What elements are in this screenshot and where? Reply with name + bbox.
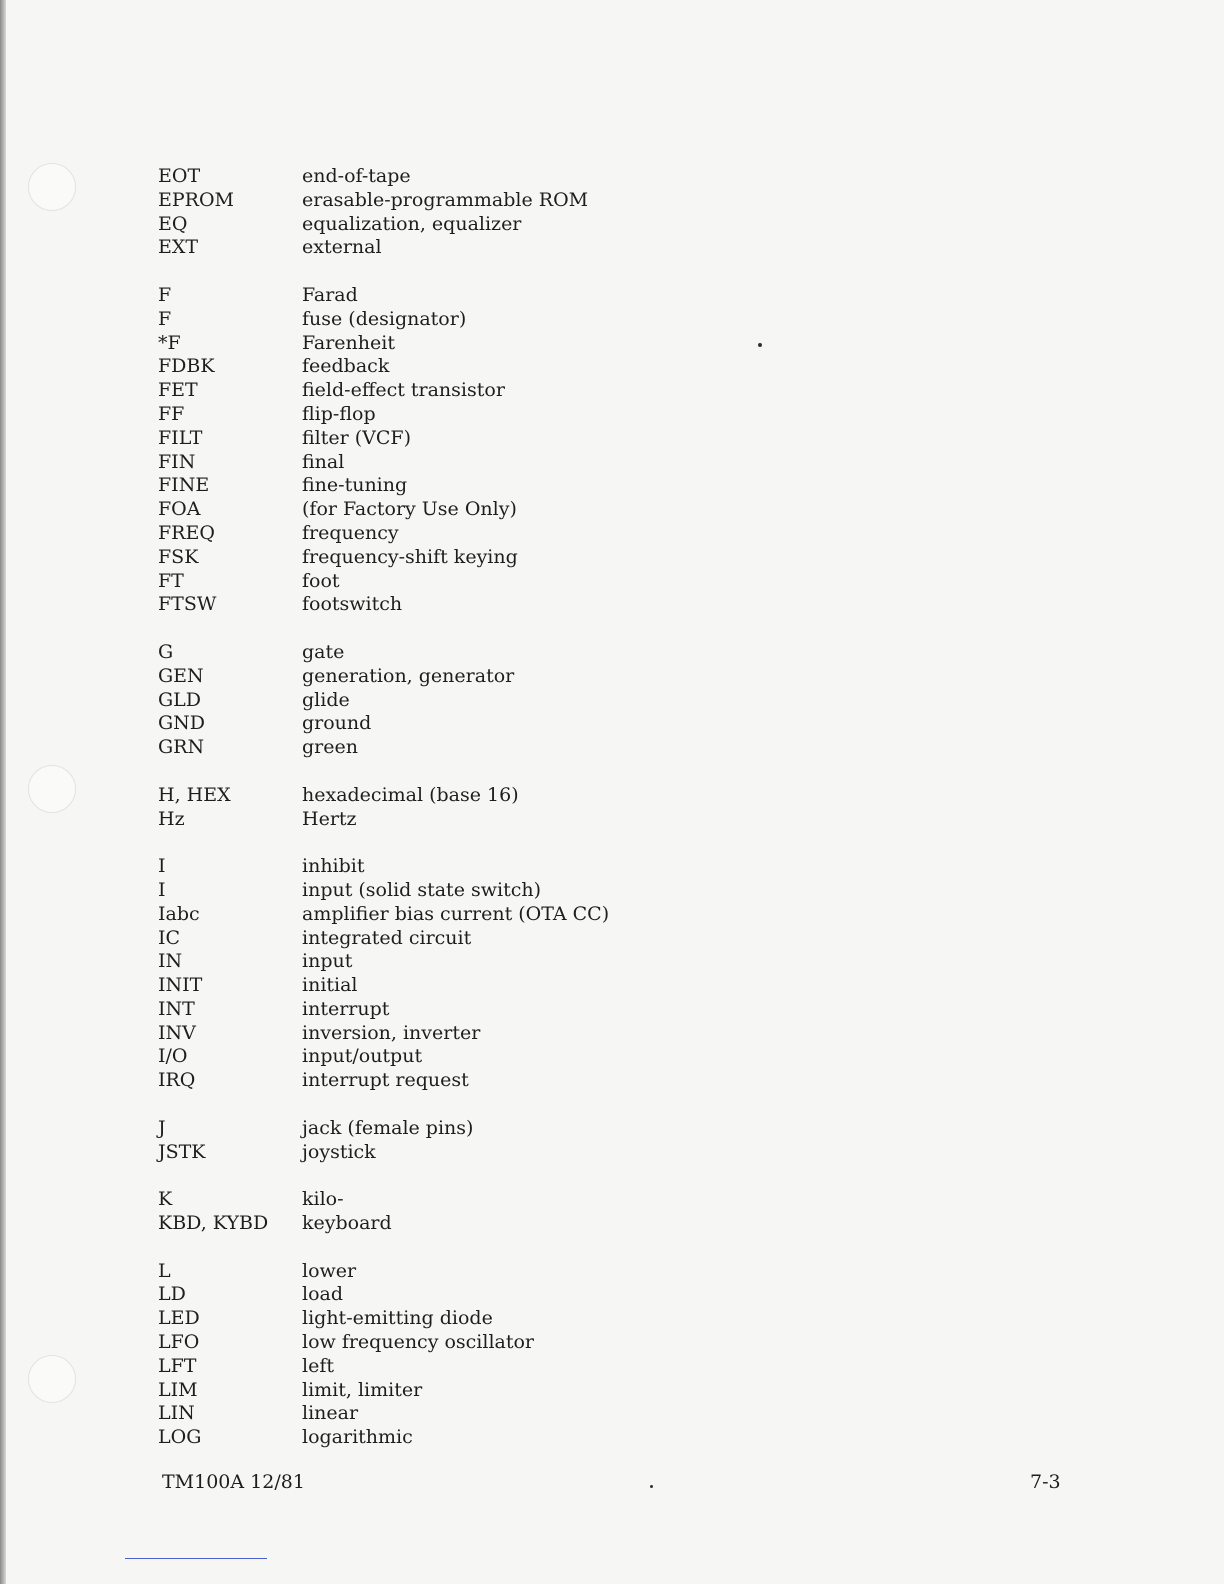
abbreviation-row xyxy=(158,784,718,808)
abbreviation: FTSW xyxy=(158,593,217,616)
abbreviation: LOG xyxy=(158,1426,202,1449)
abbreviation-meaning: footswitch xyxy=(302,593,403,616)
punch-hole xyxy=(28,765,76,813)
abbreviation-meaning: ground xyxy=(302,712,372,735)
abbreviation: INV xyxy=(158,1021,196,1044)
abbreviation: LIM xyxy=(158,1378,198,1401)
abbreviation: FINE xyxy=(158,474,210,497)
abbreviation-meaning: keyboard xyxy=(302,1212,392,1235)
abbreviation-row xyxy=(158,308,718,332)
abbreviation-meaning: erasable-programmable ROM xyxy=(302,188,589,211)
punch-hole xyxy=(28,163,76,211)
abbreviation-row xyxy=(158,1307,718,1331)
abbreviation: IRQ xyxy=(158,1069,196,1092)
abbreviation: *F xyxy=(158,331,181,354)
abbreviation-row xyxy=(158,855,718,879)
abbreviation-meaning: foot xyxy=(302,569,340,592)
abbreviation-row xyxy=(158,332,718,356)
abbreviation: J xyxy=(158,1116,166,1139)
abbreviation: I xyxy=(158,878,166,901)
abbreviation-meaning: filter (VCF) xyxy=(302,426,412,449)
abbreviation-row xyxy=(158,570,718,594)
abbreviation-meaning: inversion, inverter xyxy=(302,1021,481,1044)
abbreviation-row xyxy=(158,1117,718,1141)
abbreviation-row xyxy=(158,950,718,974)
abbreviation-row xyxy=(158,665,718,689)
abbreviation: IC xyxy=(158,926,181,949)
abbreviation: LD xyxy=(158,1283,186,1306)
abbreviation-meaning: Farenheit xyxy=(302,331,395,354)
abbreviation: FT xyxy=(158,569,184,592)
page-left-edge xyxy=(0,0,6,1584)
abbreviation-group xyxy=(158,284,718,617)
abbreviation: EOT xyxy=(158,165,201,187)
abbreviation-meaning: integrated circuit xyxy=(302,926,472,949)
abbreviation-row xyxy=(158,1188,718,1212)
abbreviation: EQ xyxy=(158,212,188,235)
abbreviation: INT xyxy=(158,997,195,1020)
abbreviation-row xyxy=(158,1141,718,1165)
abbreviation-meaning: light-emitting diode xyxy=(302,1307,493,1330)
scan-speck xyxy=(650,1485,653,1488)
abbreviation-meaning: input xyxy=(302,950,353,973)
abbreviation-row xyxy=(158,593,718,617)
abbreviation-meaning: joystick xyxy=(302,1140,376,1163)
abbreviation-meaning: lower xyxy=(302,1259,357,1282)
abbreviation: KBD, KYBD xyxy=(158,1212,269,1235)
abbreviation-group xyxy=(158,1260,718,1450)
abbreviation: EPROM xyxy=(158,188,234,211)
abbreviation-row xyxy=(158,974,718,998)
abbreviation-meaning: green xyxy=(302,736,358,759)
abbreviation-meaning: end-of-tape xyxy=(302,165,411,187)
abbreviation-row xyxy=(158,546,718,570)
abbreviation-meaning: frequency xyxy=(302,521,399,544)
abbreviation: FREQ xyxy=(158,521,215,544)
abbreviation-meaning: initial xyxy=(302,974,358,997)
abbreviation: FDBK xyxy=(158,355,215,378)
abbreviation-row xyxy=(158,474,718,498)
abbreviation-row xyxy=(158,1260,718,1284)
abbreviation: L xyxy=(158,1259,171,1282)
abbreviation-meaning: limit, limiter xyxy=(302,1378,423,1401)
abbreviation-row xyxy=(158,498,718,522)
abbreviation-meaning: fine-tuning xyxy=(302,474,408,497)
abbreviation-row xyxy=(158,1212,718,1236)
abbreviation: Hz xyxy=(158,807,185,830)
abbreviation-row xyxy=(158,1402,718,1426)
abbreviation: LED xyxy=(158,1307,200,1330)
abbreviation-list xyxy=(158,165,718,1474)
abbreviation: FET xyxy=(158,379,198,402)
abbreviation-row xyxy=(158,1045,718,1069)
document-id: TM100A 12/81 xyxy=(162,1471,305,1493)
abbreviation-row xyxy=(158,236,718,260)
abbreviation-row xyxy=(158,808,718,832)
abbreviation-meaning: final xyxy=(302,450,345,473)
abbreviation-meaning: low frequency oscillator xyxy=(302,1331,535,1354)
abbreviation-group xyxy=(158,1117,718,1165)
abbreviation: LIN xyxy=(158,1402,195,1425)
abbreviation-meaning: input/output xyxy=(302,1045,423,1068)
abbreviation: GEN xyxy=(158,664,204,687)
abbreviation-row xyxy=(158,284,718,308)
abbreviation: IN xyxy=(158,950,183,973)
abbreviation-row xyxy=(158,1022,718,1046)
abbreviation-meaning: (for Factory Use Only) xyxy=(302,498,517,521)
abbreviation-row xyxy=(158,379,718,403)
punch-hole xyxy=(28,1355,76,1403)
abbreviation-row xyxy=(158,879,718,903)
abbreviation-row xyxy=(158,1331,718,1355)
abbreviation-row xyxy=(158,427,718,451)
abbreviation: FIN xyxy=(158,450,196,473)
abbreviation-row xyxy=(158,355,718,379)
abbreviation-row xyxy=(158,189,718,213)
abbreviation-meaning: hexadecimal (base 16) xyxy=(302,783,519,806)
abbreviation-meaning: gate xyxy=(302,640,345,663)
abbreviation: JSTK xyxy=(158,1140,206,1163)
abbreviation: FSK xyxy=(158,545,199,568)
abbreviation-meaning: flip-flop xyxy=(302,402,376,425)
abbreviation-meaning: glide xyxy=(302,688,350,711)
abbreviation: GLD xyxy=(158,688,202,711)
abbreviation-row xyxy=(158,522,718,546)
abbreviation: Iabc xyxy=(158,902,200,925)
abbreviation-row xyxy=(158,451,718,475)
abbreviation: LFO xyxy=(158,1331,200,1354)
abbreviation-meaning: load xyxy=(302,1283,344,1306)
abbreviation-meaning: fuse (designator) xyxy=(302,307,467,330)
abbreviation-group xyxy=(158,1188,718,1236)
abbreviation-row xyxy=(158,903,718,927)
abbreviation-group xyxy=(158,855,718,1093)
abbreviation-group xyxy=(158,784,718,832)
abbreviation-meaning: logarithmic xyxy=(302,1426,413,1449)
abbreviation-row xyxy=(158,927,718,951)
abbreviation-group xyxy=(158,641,718,760)
abbreviation-row xyxy=(158,641,718,665)
abbreviation-meaning: input (solid state switch) xyxy=(302,878,541,901)
abbreviation-row xyxy=(158,1426,718,1450)
abbreviation-meaning: interrupt request xyxy=(302,1069,469,1092)
abbreviation-meaning: inhibit xyxy=(302,855,365,878)
abbreviation: I/O xyxy=(158,1045,188,1068)
abbreviation-meaning: feedback xyxy=(302,355,390,378)
abbreviation-meaning: equalization, equalizer xyxy=(302,212,522,235)
abbreviation: GND xyxy=(158,712,206,735)
abbreviation-row xyxy=(158,1355,718,1379)
abbreviation-meaning: left xyxy=(302,1354,334,1377)
abbreviation: F xyxy=(158,283,172,306)
abbreviation: H, HEX xyxy=(158,783,231,806)
abbreviation: G xyxy=(158,640,174,663)
abbreviation: EXT xyxy=(158,236,199,259)
abbreviation-row xyxy=(158,736,718,760)
abbreviation-group xyxy=(158,165,718,260)
abbreviation: LFT xyxy=(158,1354,197,1377)
abbreviation-row xyxy=(158,1069,718,1093)
abbreviation-row xyxy=(158,213,718,237)
abbreviation: K xyxy=(158,1188,173,1211)
abbreviation-meaning: Hertz xyxy=(302,807,357,830)
abbreviation-meaning: frequency-shift keying xyxy=(302,545,518,568)
abbreviation-meaning: field-effect transistor xyxy=(302,379,505,402)
abbreviation: F xyxy=(158,307,172,330)
scan-speck xyxy=(758,343,762,347)
abbreviation-meaning: generation, generator xyxy=(302,664,515,687)
abbreviation-row xyxy=(158,712,718,736)
abbreviation: I xyxy=(158,855,166,878)
abbreviation-row xyxy=(158,165,718,189)
bottom-rule xyxy=(125,1558,267,1559)
abbreviation: FILT xyxy=(158,426,203,449)
abbreviation-meaning: kilo- xyxy=(302,1188,344,1211)
abbreviation-meaning: linear xyxy=(302,1402,359,1425)
abbreviation: INIT xyxy=(158,974,203,997)
abbreviation-row xyxy=(158,998,718,1022)
abbreviation-meaning: external xyxy=(302,236,382,259)
abbreviation: FOA xyxy=(158,498,201,521)
abbreviation-row xyxy=(158,1379,718,1403)
abbreviation-row xyxy=(158,689,718,713)
abbreviation-meaning: Farad xyxy=(302,283,358,306)
page-number: 7-3 xyxy=(1030,1471,1061,1493)
abbreviation-meaning: jack (female pins) xyxy=(302,1116,474,1139)
abbreviation-meaning: amplifier bias current (OTA CC) xyxy=(302,902,610,925)
abbreviation-row xyxy=(158,1283,718,1307)
abbreviation-row xyxy=(158,403,718,427)
abbreviation: GRN xyxy=(158,736,205,759)
abbreviation: FF xyxy=(158,402,185,425)
abbreviation-meaning: interrupt xyxy=(302,997,390,1020)
